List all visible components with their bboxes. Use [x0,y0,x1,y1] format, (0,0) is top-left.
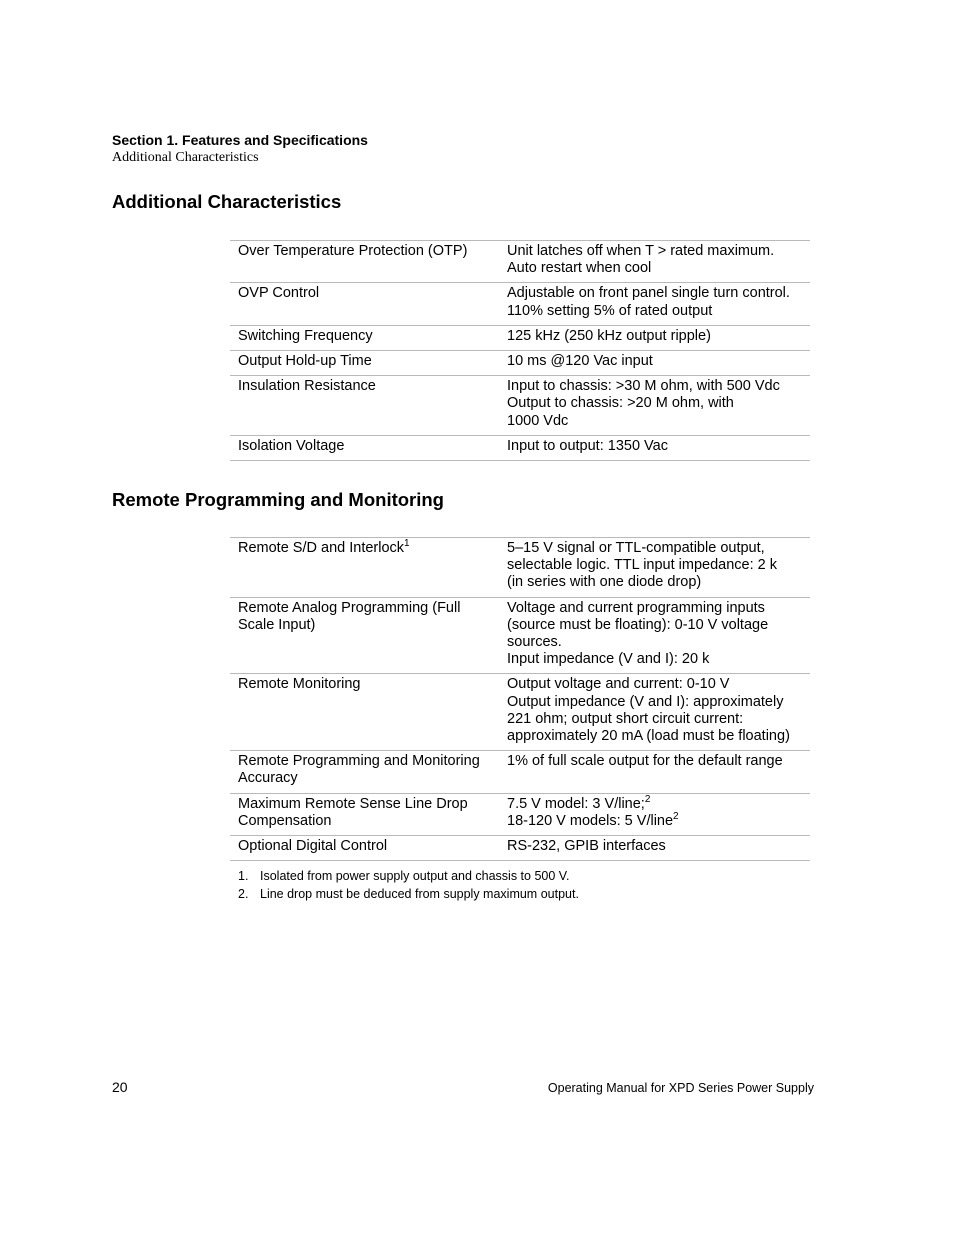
spec-label: Optional Digital Control [230,836,499,861]
spec-value-line: selectable logic. TTL input impedance: 2 k [507,557,778,574]
spec-label: OVP Control [230,283,499,325]
spec-label: Isolation Voltage [230,435,499,460]
spec-value-line: Unit latches off when T > rated maximum. [507,243,775,259]
spec-value-line: RS-232, GPIB interfaces [507,838,666,855]
spec-value [499,241,810,283]
table-row [230,597,810,674]
spec-value-line: Output voltage and current: 0-10 V [507,676,730,693]
spec-value-line: 1000 Vdc [507,412,569,429]
spec-value-line: Voltage and current programming inputs [507,599,765,616]
spec-value [499,283,810,325]
footnote-ref: 2 [644,793,651,805]
footnote [238,868,579,886]
remote-programming-table [230,537,810,861]
spec-value [499,674,810,751]
table-row [230,325,810,350]
footer-title: Operating Manual for XPD Series Power Supply [547,1081,814,1095]
table-row [230,241,810,283]
spec-value-line: 125 kHz (250 kHz output ripple) [507,327,711,344]
spec-value [499,351,810,376]
spec-value-line: 5–15 V signal or TTL-compatible output, [507,540,765,556]
spec-value-line: 221 ohm; output short circuit current: [507,710,744,727]
spec-value-text: 7.5 V model: 3 V/line; [507,795,645,812]
section-heading-additional-characteristics: Additional Characteristics [112,191,342,212]
spec-value [499,793,810,835]
footnotes [238,868,579,903]
running-head [112,131,368,167]
spec-value-line [507,813,802,830]
spec-value-line: Output to chassis: >20 M ohm, with [507,395,734,412]
footnote-number: 2. [238,886,249,901]
spec-value-line: Adjustable on front panel single turn control. [507,285,790,302]
running-head-subsection: Additional Characteristics [112,150,259,165]
table-row [230,351,810,376]
footnote-ref: 1 [404,538,410,550]
spec-value [499,435,810,460]
spec-value-line: (in series with one diode drop) [507,574,702,591]
section-heading-remote-programming: Remote Programming and Monitoring [112,489,444,510]
spec-label: Over Temperature Protection (OTP) [230,241,499,283]
spec-label: Output Hold-up Time [230,351,499,376]
spec-value-line: (source must be floating): 0-10 V voltage [507,616,769,633]
spec-value-line: approximately 20 mA (load must be floating) [507,728,790,745]
spec-label: Remote Monitoring [230,674,499,751]
spec-label [230,538,499,598]
table-row [230,751,810,793]
spec-value [499,597,810,674]
spec-label: Remote Programming and Monitoring Accuracy [230,751,499,793]
spec-label: Remote Analog Programming (Full Scale Input) [230,597,499,674]
spec-value-line: Input to output: 1350 Vac [507,437,668,454]
spec-value [499,538,810,598]
spec-value-line: Input to chassis: >30 M ohm, with 500 Vdc [507,378,780,395]
page-number: 20 [112,1079,128,1095]
running-head-section: Section 1. Features and Specifications [112,132,368,148]
spec-value-line: Input impedance (V and I): 20 k [507,651,710,668]
spec-value [499,376,810,436]
spec-value-line: 10 ms @120 Vac input [507,353,653,370]
footnote [238,886,579,904]
spec-value [499,751,810,793]
spec-label: Maximum Remote Sense Line Drop Compensation [230,793,499,835]
footnote-text: Line drop must be deduced from supply maximum output. [260,886,579,901]
spec-label: Switching Frequency [230,325,499,350]
table-row [230,836,810,861]
spec-value-line: 110% setting 5% of rated output [507,302,713,319]
footnote-number: 1. [238,869,249,883]
table-row [230,674,810,751]
spec-value-line: 1% of full scale output for the default range [507,753,783,770]
table-row [230,283,810,325]
spec-value-text: 18-120 V models: 5 V/line [507,812,674,829]
spec-value-line [507,793,802,813]
table-row [230,376,810,436]
footnote-ref: 2 [673,811,679,823]
additional-characteristics-table [230,240,810,461]
table-row [230,538,810,598]
footnote-text: Isolated from power supply output and chassis to 500 V. [260,869,570,883]
table-row [230,793,810,835]
spec-label: Insulation Resistance [230,376,499,436]
spec-value-line: Auto restart when cool [507,260,652,277]
table-row [230,435,810,460]
spec-value-line: Output impedance (V and I): approximately [507,693,784,710]
spec-value-line: sources. [507,634,562,651]
spec-value [499,325,810,350]
spec-label-text: Remote S/D and Interlock [238,540,405,556]
spec-value [499,836,810,861]
